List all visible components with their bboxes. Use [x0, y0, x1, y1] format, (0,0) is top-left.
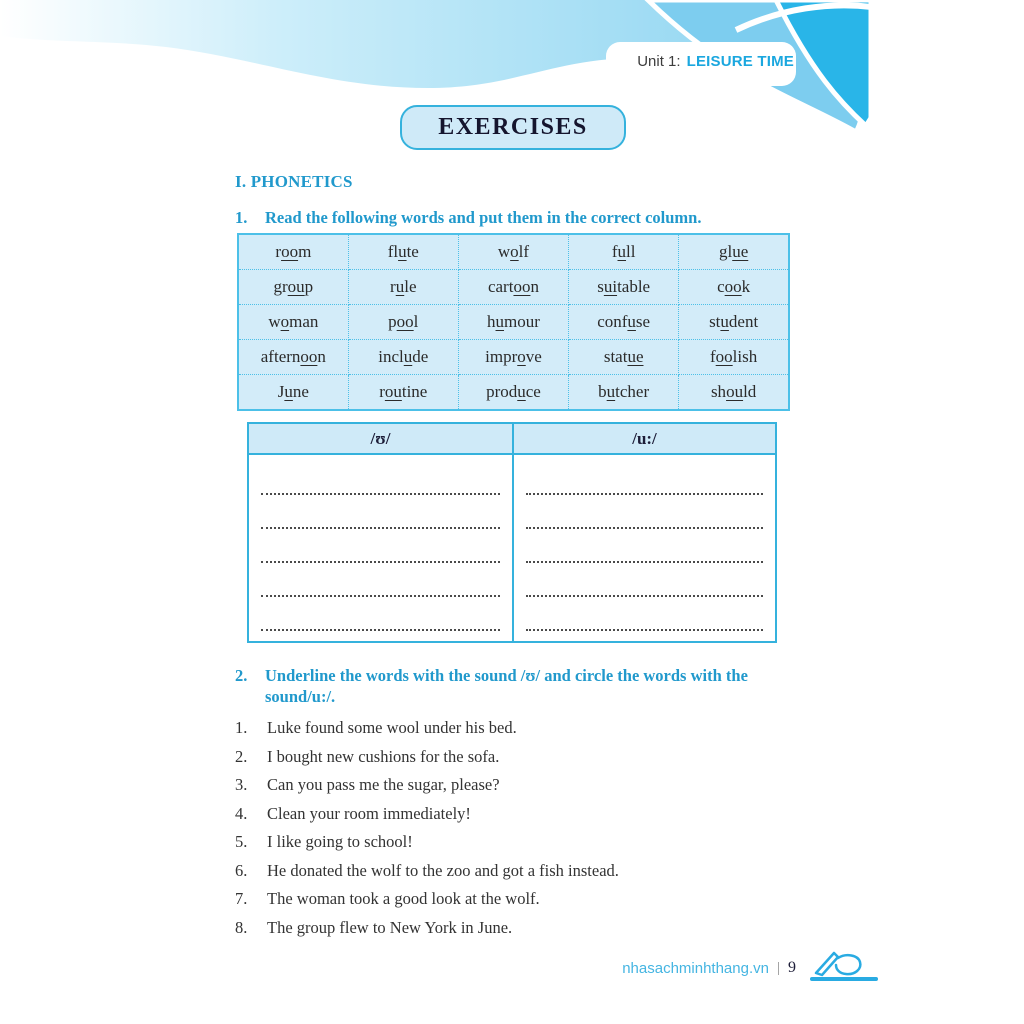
- word-cell: humour: [458, 305, 568, 340]
- phonetics-heading: I. PHONETICS: [235, 172, 353, 191]
- sentence-number: 7.: [235, 889, 248, 909]
- sentence-number: 6.: [235, 860, 248, 880]
- sentence-item: [235, 828, 835, 857]
- sentence-item: [235, 857, 835, 886]
- sentence-text: Luke found some wool under his bed.: [267, 718, 517, 738]
- unit-label: Unit 1:: [637, 52, 681, 70]
- word-cell: confuse: [569, 305, 679, 340]
- sentence-number: 3.: [235, 775, 248, 795]
- word-table-row: [238, 374, 789, 410]
- word-cell: butcher: [569, 374, 679, 410]
- answer-line: [261, 495, 500, 529]
- sentence-number: 1.: [235, 718, 248, 738]
- word-cell: produce: [458, 374, 568, 410]
- sound-table-header: [249, 424, 775, 455]
- word-cell: routine: [348, 374, 458, 410]
- exercises-title-box: [400, 105, 626, 150]
- exercise2-title: Underline the words with the sound /ʊ/ and circle the words with the sound/u:/.: [265, 666, 748, 707]
- footer-page-number: 9: [788, 959, 796, 976]
- word-cell: room: [238, 234, 348, 270]
- exercise2-heading: [235, 665, 793, 708]
- word-cell: flute: [348, 234, 458, 270]
- word-cell: rule: [348, 270, 458, 305]
- answer-line: [526, 529, 763, 563]
- word-cell: suitable: [569, 270, 679, 305]
- writing-hand-logo-icon: [808, 949, 880, 987]
- sentence-number: 5.: [235, 832, 248, 852]
- sentence-text: The group flew to New York in June.: [267, 917, 513, 937]
- word-cell: woman: [238, 305, 348, 340]
- word-cell: cartoon: [458, 270, 568, 305]
- answer-line: [526, 495, 763, 529]
- word-cell: full: [569, 234, 679, 270]
- word-cell: improve: [458, 339, 568, 374]
- word-table-row: [238, 339, 789, 374]
- word-cell: group: [238, 270, 348, 305]
- sound-table-body: [249, 455, 775, 641]
- word-table-row: [238, 270, 789, 305]
- exercise1-number: 1.: [235, 208, 248, 227]
- answer-line: [261, 529, 500, 563]
- word-table-row: [238, 234, 789, 270]
- sentence-text: He donated the wolf to the zoo and got a fish instead.: [267, 860, 619, 880]
- word-cell: student: [679, 305, 789, 340]
- sentence-number: 4.: [235, 803, 248, 823]
- word-cell: wolf: [458, 234, 568, 270]
- sentence-number: 2.: [235, 746, 248, 766]
- word-cell: June: [238, 374, 348, 410]
- exercises-title: EXERCISES: [438, 114, 588, 140]
- sentence-text: I bought new cushions for the sofa.: [267, 746, 500, 766]
- sound-column-answers-1: [512, 455, 775, 641]
- unit-title: LEISURE TIME: [686, 52, 794, 70]
- sentence-text: I like going to school!: [267, 832, 413, 852]
- sound-column-answers-0: [249, 455, 512, 641]
- word-cell: afternoon: [238, 339, 348, 374]
- sentence-item: [235, 771, 835, 800]
- sentence-item: [235, 714, 835, 743]
- word-table: [237, 233, 790, 411]
- sentence-number: 8.: [235, 917, 248, 937]
- answer-line: [526, 563, 763, 597]
- word-cell: foolish: [679, 339, 789, 374]
- sound-column-header-0: /ʊ/: [370, 428, 391, 448]
- word-cell: include: [348, 339, 458, 374]
- exercise1-title: Read the following words and put them in the correct column.: [265, 208, 702, 227]
- unit-tab: [614, 48, 794, 74]
- exercise1-heading: [235, 207, 795, 228]
- sentence-text: Can you pass me the sugar, please?: [267, 775, 500, 795]
- answer-line: [261, 597, 500, 631]
- sentence-list: [235, 714, 835, 942]
- word-cell: pool: [348, 305, 458, 340]
- word-table-row: [238, 305, 789, 340]
- sentence-text: The woman took a good look at the wolf.: [267, 889, 540, 909]
- answer-line: [526, 461, 763, 495]
- answer-line: [261, 461, 500, 495]
- sound-table: [247, 422, 777, 643]
- answer-line: [526, 597, 763, 631]
- word-cell: statue: [569, 339, 679, 374]
- sentence-text: Clean your room immediately!: [267, 803, 471, 823]
- sentence-item: [235, 800, 835, 829]
- answer-line: [261, 563, 500, 597]
- word-cell: glue: [679, 234, 789, 270]
- sound-column-header-1: /u:/: [512, 424, 775, 453]
- footer-separator: |: [776, 959, 780, 976]
- footer-site: nhasachminhthang.vn: [622, 959, 769, 977]
- sentence-item: [235, 743, 835, 772]
- word-cell: should: [679, 374, 789, 410]
- sentence-item: [235, 914, 835, 943]
- sentence-item: [235, 885, 835, 914]
- word-cell: cook: [679, 270, 789, 305]
- footer: [520, 946, 880, 990]
- exercise2-number: 2.: [235, 666, 248, 685]
